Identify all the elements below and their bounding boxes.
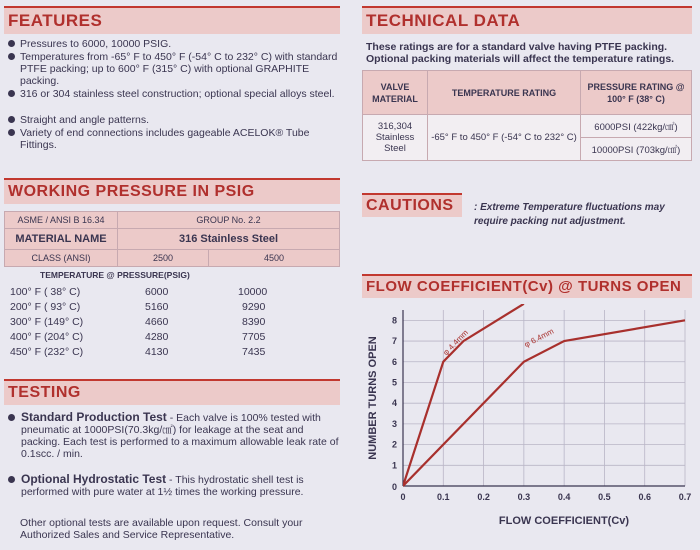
cautions-title: CAUTIONS: [366, 197, 454, 214]
technical-subtitle: These ratings are for a standard valve having PTFE packing. Optional packing materials will affect the temperature ratings.: [366, 41, 675, 65]
optional-test-item: [8, 473, 343, 498]
cell-pressure-2: 10000PSI (703kg/㎠): [581, 138, 692, 161]
table-row: 300° F (149° C) 4660 8390: [10, 316, 266, 328]
x-tick-label: 0.1: [437, 492, 450, 502]
cell-material: 316,304 Stainless Steel: [363, 115, 428, 161]
technical-table: [362, 70, 692, 161]
cell-material-label: MATERIAL NAME: [5, 229, 118, 250]
bullet-icon: [8, 116, 15, 123]
standard-test-item: [8, 411, 343, 460]
optional-test-text: - This hydrostatic shell test is performed with pure water at 1½ times the working pressure.: [21, 474, 304, 498]
flow-chart-header: [362, 274, 692, 298]
table-row: 400° F (204° C) 4280 7705: [10, 331, 266, 343]
x-tick-label: 0.2: [477, 492, 490, 502]
bullet-icon: [8, 414, 15, 421]
y-tick-label: 1: [391, 460, 397, 471]
y-tick-label: 8: [391, 315, 397, 326]
technical-header: [362, 6, 692, 34]
bullet-icon: [8, 476, 15, 483]
features-header: [4, 6, 340, 34]
table-row: 200° F ( 93° C) 5160 9290: [10, 301, 266, 313]
testing-title: TESTING: [8, 384, 81, 401]
feature-item: 316 or 304 stainless steel construction; optional special alloys steel.: [8, 88, 343, 100]
cell-material-value: 316 Stainless Steel: [118, 229, 340, 250]
x-axis-title: FLOW COEFFICIENT(Cv): [498, 515, 630, 527]
working-pressure-table: [4, 211, 340, 267]
table-row: 100° F ( 38° C) 6000 10000: [10, 286, 268, 298]
cell-group: GROUP No. 2.2: [118, 212, 340, 229]
testing-header: [4, 379, 340, 405]
pressure-column-header: TEMPERATURE @ PRESSURE(PSIG): [40, 270, 190, 280]
cautions-text: : Extreme Temperature fluctuations may require packing nut adjustment.: [474, 202, 665, 227]
feature-item: Temperatures from -65° F to 450° F (-54° C to 232° C) with standard PTFE packing; up to 600° F (315° C) with optional GRAPHITE packing.: [8, 51, 343, 87]
cell-temperature: -65° F to 450° F (-54° C to 232° C): [428, 115, 581, 161]
feature-item: Pressures to 6000, 10000 PSIG.: [8, 38, 343, 50]
chart-title: FLOW COEFFICIENT(Cv) @ TURNS OPEN: [366, 278, 682, 295]
y-tick-label: 5: [391, 377, 397, 388]
x-tick-label: 0.7: [678, 492, 692, 502]
cell-class-1: 2500: [118, 250, 209, 267]
y-tick-label: 3: [391, 418, 397, 429]
feature-item: Straight and angle patterns.: [8, 114, 343, 126]
th-valve-material: VALVE MATERIAL: [363, 71, 428, 115]
optional-test-title: Optional Hydrostatic Test: [21, 472, 167, 486]
cell-pressure-1: 6000PSI (422kg/㎠): [581, 115, 692, 138]
working-pressure-title: WORKING PRESSURE IN PSIG: [8, 183, 255, 200]
cell-class-label: CLASS (ANSI): [5, 250, 118, 267]
technical-title: TECHNICAL DATA: [366, 11, 521, 30]
x-tick-label: 0.4: [557, 492, 571, 502]
feature-item: Variety of end connections includes gageable ACELOK® Tube Fittings.: [8, 127, 343, 151]
testing-footer: Other optional tests are available upon request. Consult your Authorized Sales and Service Representative.: [20, 517, 303, 541]
standard-test-text: - Each valve is 100% tested with pneumatic at 1000PSI(70.3kg/㎠) for leakage at the seat and packing. Each test is performed to a maximum allowable leak rate of 0.1scc. / min.: [21, 412, 339, 460]
series-label: φ 4.4mm: [441, 328, 470, 358]
y-tick-label: 4: [391, 398, 397, 409]
th-temperature-rating: TEMPERATURE RATING: [428, 71, 581, 115]
cell-class-2: 4500: [209, 250, 340, 267]
series-label: φ 6.4mm: [522, 326, 556, 350]
y-axis-title: NUMBER TURNS OPEN: [367, 336, 379, 460]
bullet-icon: [8, 129, 15, 136]
features-title: FEATURES: [8, 11, 103, 30]
y-tick-label: 7: [391, 336, 397, 347]
x-tick-label: 0: [400, 492, 406, 502]
bullet-icon: [8, 53, 15, 60]
working-pressure-header: [4, 178, 340, 204]
y-tick-label: 6: [391, 356, 397, 367]
flow-coefficient-chart: [360, 296, 696, 548]
bullet-icon: [8, 40, 15, 47]
x-tick-label: 0.3: [517, 492, 531, 502]
bullet-icon: [8, 90, 15, 97]
table-row: 450° F (232° C) 4130 7435: [10, 346, 266, 358]
cautions-header: [362, 193, 462, 217]
x-tick-label: 0.5: [598, 492, 611, 502]
y-tick-label: 2: [391, 439, 397, 450]
origin-label: 0: [391, 482, 397, 492]
x-tick-label: 0.6: [638, 492, 651, 502]
cell-standard: ASME / ANSI B 16.34: [5, 212, 118, 229]
th-pressure-rating: PRESSURE RATING @ 100° F (38° C): [581, 71, 692, 115]
standard-test-title: Standard Production Test: [21, 410, 167, 424]
